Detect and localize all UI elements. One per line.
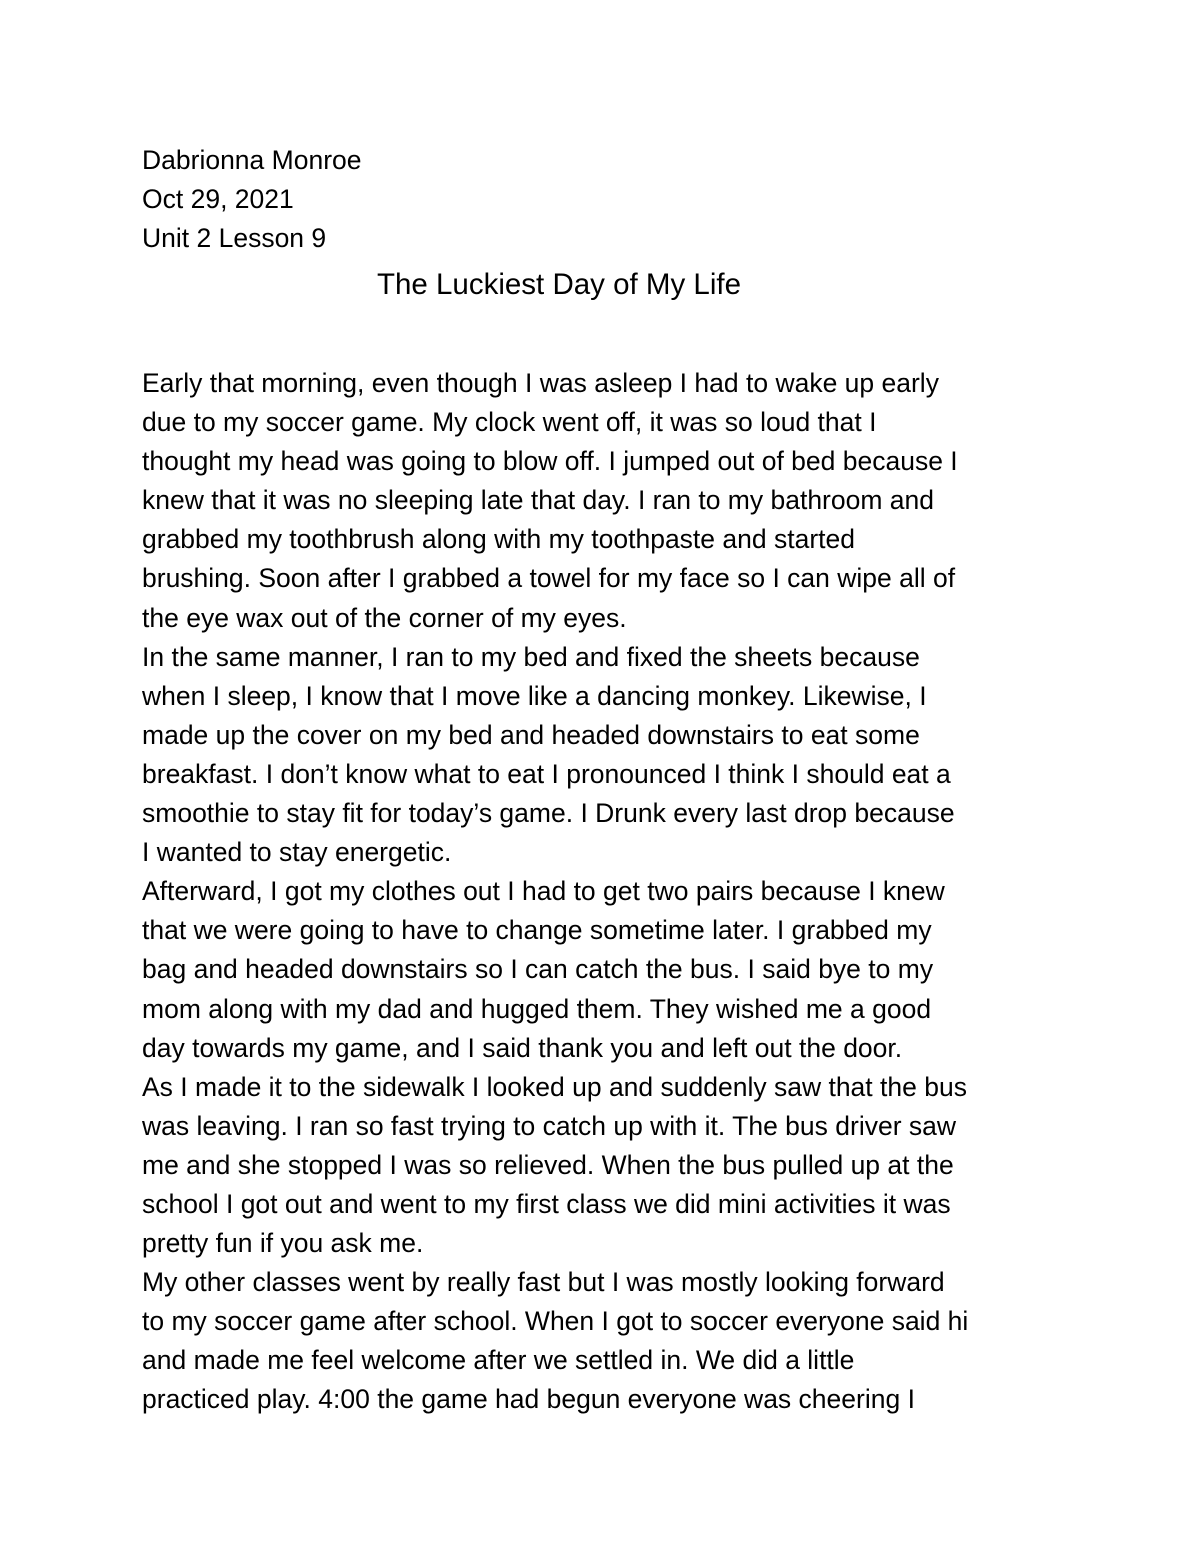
body-line: practiced play. 4:00 the game had begun everyone was cheering I bbox=[142, 1384, 915, 1415]
essay-title: The Luckiest Day of My Life bbox=[377, 268, 741, 301]
author-name: Dabrionna Monroe bbox=[142, 145, 362, 175]
body-line: and made me feel welcome after we settled in. We did a little bbox=[142, 1345, 855, 1376]
body-line: As I made it to the sidewalk I looked up and suddenly saw that the bus bbox=[142, 1071, 967, 1102]
body-line: due to my soccer game. My clock went off, it was so loud that I bbox=[142, 407, 877, 438]
body-line: was leaving. I ran so fast trying to catch up with it. The bus driver saw bbox=[142, 1110, 957, 1141]
body-line: me and she stopped I was so relieved. When the bus pulled up at the bbox=[142, 1149, 954, 1180]
body-line: day towards my game, and I said thank you and left out the door. bbox=[142, 1032, 903, 1063]
body-line: school I got out and went to my first class we did mini activities it was bbox=[142, 1188, 951, 1219]
body-line: knew that it was no sleeping late that day. I ran to my bathroom and bbox=[142, 485, 935, 516]
body-line: Afterward, I got my clothes out I had to get two pairs because I knew bbox=[142, 876, 945, 907]
document-date: Oct 29, 2021 bbox=[142, 184, 294, 214]
body-line: I wanted to stay energetic. bbox=[142, 837, 452, 868]
document-content bbox=[142, 141, 1082, 1420]
body-line: that we were going to have to change sometime later. I grabbed my bbox=[142, 915, 932, 946]
body-line: In the same manner, I ran to my bed and fixed the sheets because bbox=[142, 641, 920, 672]
body-line: Early that morning, even though I was asleep I had to wake up early bbox=[142, 368, 939, 398]
body-line: breakfast. I don’t know what to eat I pronounced I think I should eat a bbox=[142, 758, 951, 789]
body-line: thought my head was going to blow off. I jumped out of bed because I bbox=[142, 446, 958, 477]
body-line: grabbed my toothbrush along with my toothpaste and started bbox=[142, 524, 855, 555]
body-line: smoothie to stay fit for today’s game. I Drunk every last drop because bbox=[142, 798, 955, 829]
essay-body bbox=[142, 364, 1082, 1420]
body-line: when I sleep, I know that I move like a dancing monkey. Likewise, I bbox=[142, 680, 927, 711]
title-spacer bbox=[142, 304, 1082, 364]
body-line: made up the cover on my bed and headed downstairs to eat some bbox=[142, 719, 920, 750]
body-line: bag and headed downstairs so I can catch the bus. I said bye to my bbox=[142, 954, 934, 985]
assignment-label: Unit 2 Lesson 9 bbox=[142, 223, 327, 253]
body-line: mom along with my dad and hugged them. They wished me a good bbox=[142, 993, 932, 1024]
body-line: to my soccer game after school. When I got to soccer everyone said hi bbox=[142, 1306, 969, 1337]
body-line: pretty fun if you ask me. bbox=[142, 1228, 424, 1259]
body-line: brushing. Soon after I grabbed a towel for my face so I can wipe all of bbox=[142, 563, 956, 594]
body-line: My other classes went by really fast but I was mostly looking forward bbox=[142, 1267, 945, 1298]
body-line: the eye wax out of the corner of my eyes. bbox=[142, 602, 627, 633]
